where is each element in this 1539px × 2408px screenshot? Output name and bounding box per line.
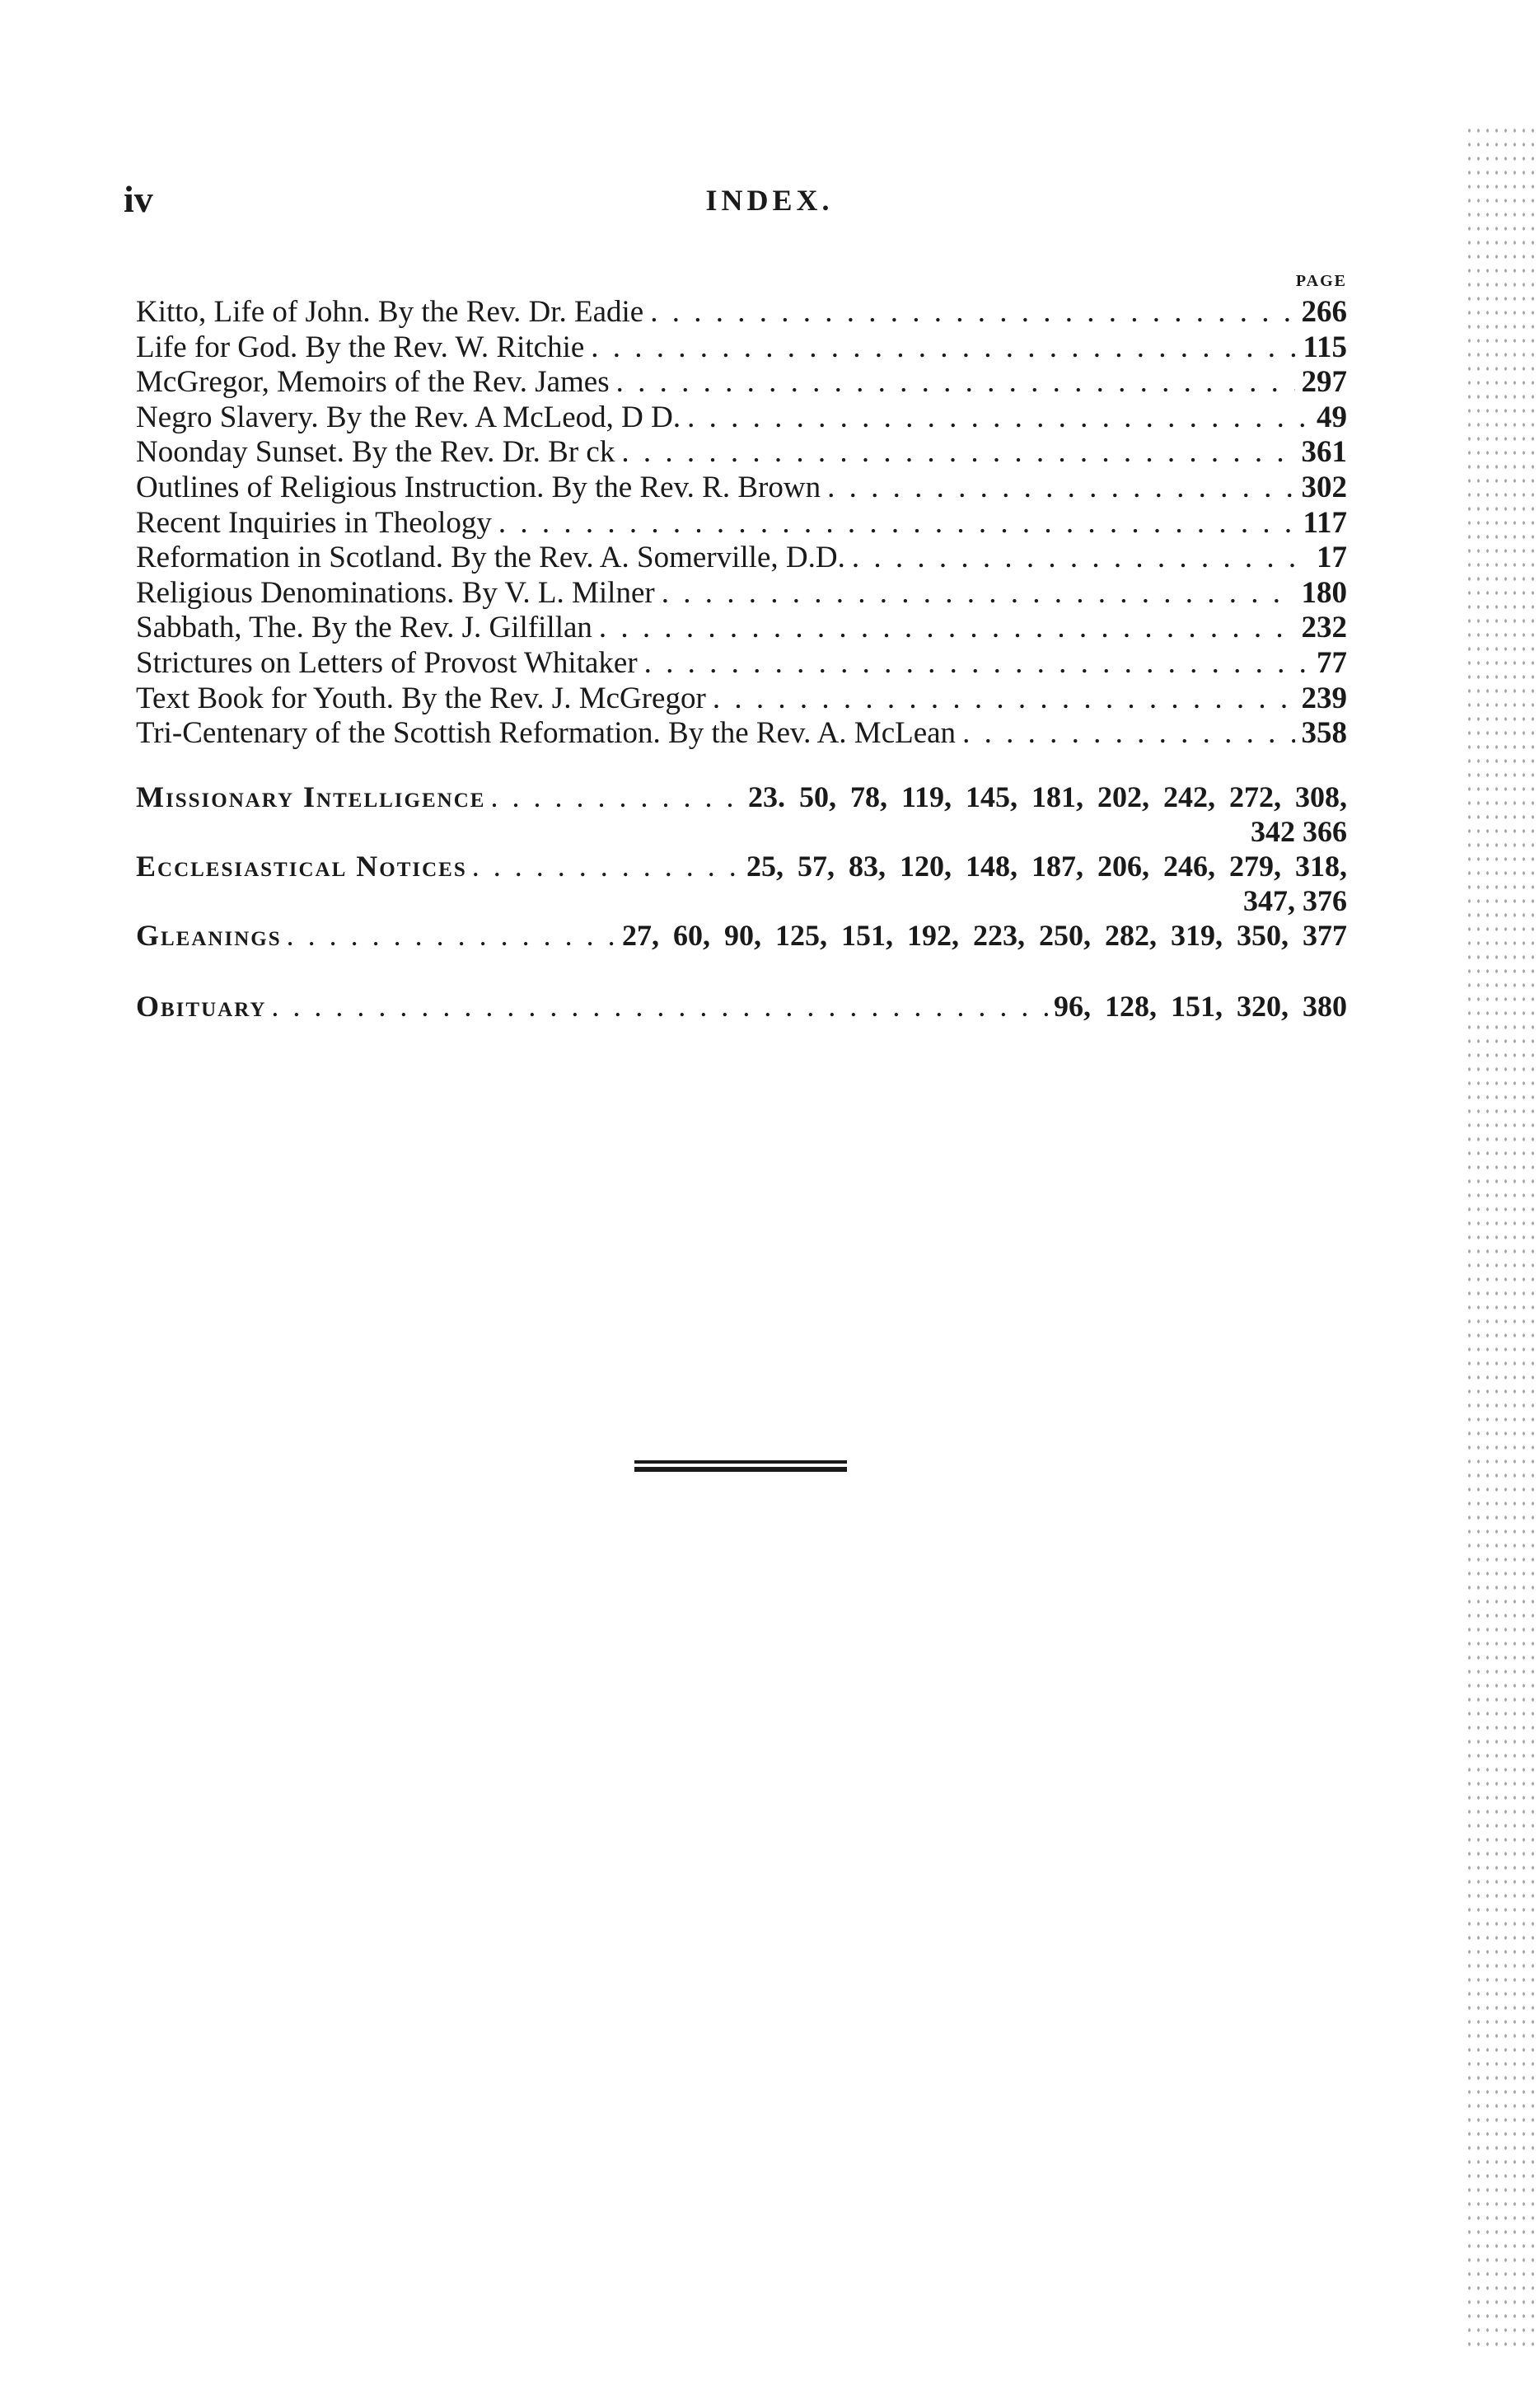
section-name: Missionary Intelligence xyxy=(136,780,486,813)
page-number: iv xyxy=(124,178,153,220)
entry-title: Kitto, Life of John. By the Rev. Dr. Eadie xyxy=(136,295,644,329)
entry-page: 117 xyxy=(1303,505,1347,540)
entry-title: Strictures on Letters of Provost Whitaker xyxy=(136,645,638,680)
entry-page: 239 xyxy=(1301,681,1347,715)
entry-page: 180 xyxy=(1301,575,1347,610)
entry-page: 302 xyxy=(1301,470,1347,504)
entry-page: 17 xyxy=(1317,541,1347,575)
dot-leader xyxy=(591,330,1296,366)
dot-leader xyxy=(687,401,1310,436)
dot-leader xyxy=(644,646,1310,682)
index-entry xyxy=(136,682,1347,717)
page-column-label: PAGE xyxy=(1295,272,1347,290)
dot-leader xyxy=(616,365,1295,401)
entry-title: Noonday Sunset. By the Rev. Dr. Br ck xyxy=(136,435,615,470)
entry-title: McGregor, Memoirs of the Rev. James xyxy=(136,365,610,400)
index-entry xyxy=(136,541,1347,576)
entry-title: Negro Slavery. By the Rev. A McLeod, D D. xyxy=(136,400,681,434)
index-entry xyxy=(136,365,1347,401)
entry-title: Recent Inquiries in Theology xyxy=(136,505,492,540)
section-pages: 27, 60, 90, 125, 151, 192, 223, 250, 282, 319, 350, 377 xyxy=(622,919,1347,952)
entry-page: 49 xyxy=(1317,400,1347,434)
entry-title: Sabbath, The. By the Rev. J. Gilfillan xyxy=(136,611,592,645)
entry-page: 297 xyxy=(1301,365,1347,400)
entry-title: Outlines of Religious Instruction. By the Rev. R. Brown xyxy=(136,470,821,504)
index-entry xyxy=(136,295,1347,330)
entry-title: Reformation in Scotland. By the Rev. A. Somerville, D.D. xyxy=(136,541,845,575)
index-entry xyxy=(136,401,1347,436)
entry-page: 77 xyxy=(1317,645,1347,680)
index-entry xyxy=(136,471,1347,506)
section-name: Obituary xyxy=(136,990,267,1023)
entry-page: 115 xyxy=(1303,330,1347,364)
dot-leader xyxy=(472,849,741,883)
entry-page: 232 xyxy=(1301,611,1347,645)
entry-title: Religious Denominations. By V. L. Milner xyxy=(136,575,655,610)
entry-title: Tri-Centenary of the Scottish Reformation. By the Rev. A. McLean xyxy=(136,716,957,751)
dot-leader xyxy=(599,611,1295,646)
section-pages: 96, 128, 151, 320, 380 xyxy=(1054,990,1347,1023)
running-head: INDEX. xyxy=(705,184,834,217)
index-entry xyxy=(136,646,1347,682)
entry-page: 266 xyxy=(1301,295,1347,329)
index-entry xyxy=(136,716,1347,752)
entry-page: 358 xyxy=(1301,716,1347,751)
dot-leader xyxy=(271,989,1049,1024)
section-missionary-intelligence xyxy=(136,780,1347,849)
section-name: Ecclesiastical Notices xyxy=(136,850,467,883)
index-entry xyxy=(136,506,1347,541)
index-entry xyxy=(136,576,1347,611)
section-pages-continued: 342 366 xyxy=(1251,815,1347,848)
dot-leader xyxy=(852,541,1310,576)
dot-leader xyxy=(962,716,1294,752)
section-gleanings xyxy=(136,918,1347,953)
dot-leader xyxy=(498,506,1297,541)
entry-page: 361 xyxy=(1301,435,1347,470)
section-ecclesiastical-notices xyxy=(136,849,1347,918)
scan-edge-speckle xyxy=(1465,124,1539,2349)
dot-leader xyxy=(662,576,1295,611)
end-rule xyxy=(634,1460,847,1472)
section-name: Gleanings xyxy=(136,919,282,952)
dot-leader xyxy=(287,918,617,953)
dot-leader xyxy=(621,435,1294,471)
index-entry xyxy=(136,435,1347,471)
entry-title: Life for God. By the Rev. W. Ritchie xyxy=(136,330,585,364)
dot-leader xyxy=(713,682,1295,717)
entry-title: Text Book for Youth. By the Rev. J. McGregor xyxy=(136,681,706,715)
dot-leader xyxy=(650,295,1294,330)
dot-leader xyxy=(827,471,1294,506)
section-obituary xyxy=(136,989,1347,1024)
index-entry xyxy=(136,611,1347,646)
dot-leader xyxy=(490,780,743,814)
section-pages: 25, 57, 83, 120, 148, 187, 206, 246, 279, 318, xyxy=(746,850,1347,883)
index-entry xyxy=(136,330,1347,366)
index-entries xyxy=(136,295,1347,752)
section-pages-continued: 347, 376 xyxy=(1243,884,1347,917)
section-pages: 23. 50, 78, 119, 145, 181, 202, 242, 272, 308, xyxy=(747,780,1347,813)
